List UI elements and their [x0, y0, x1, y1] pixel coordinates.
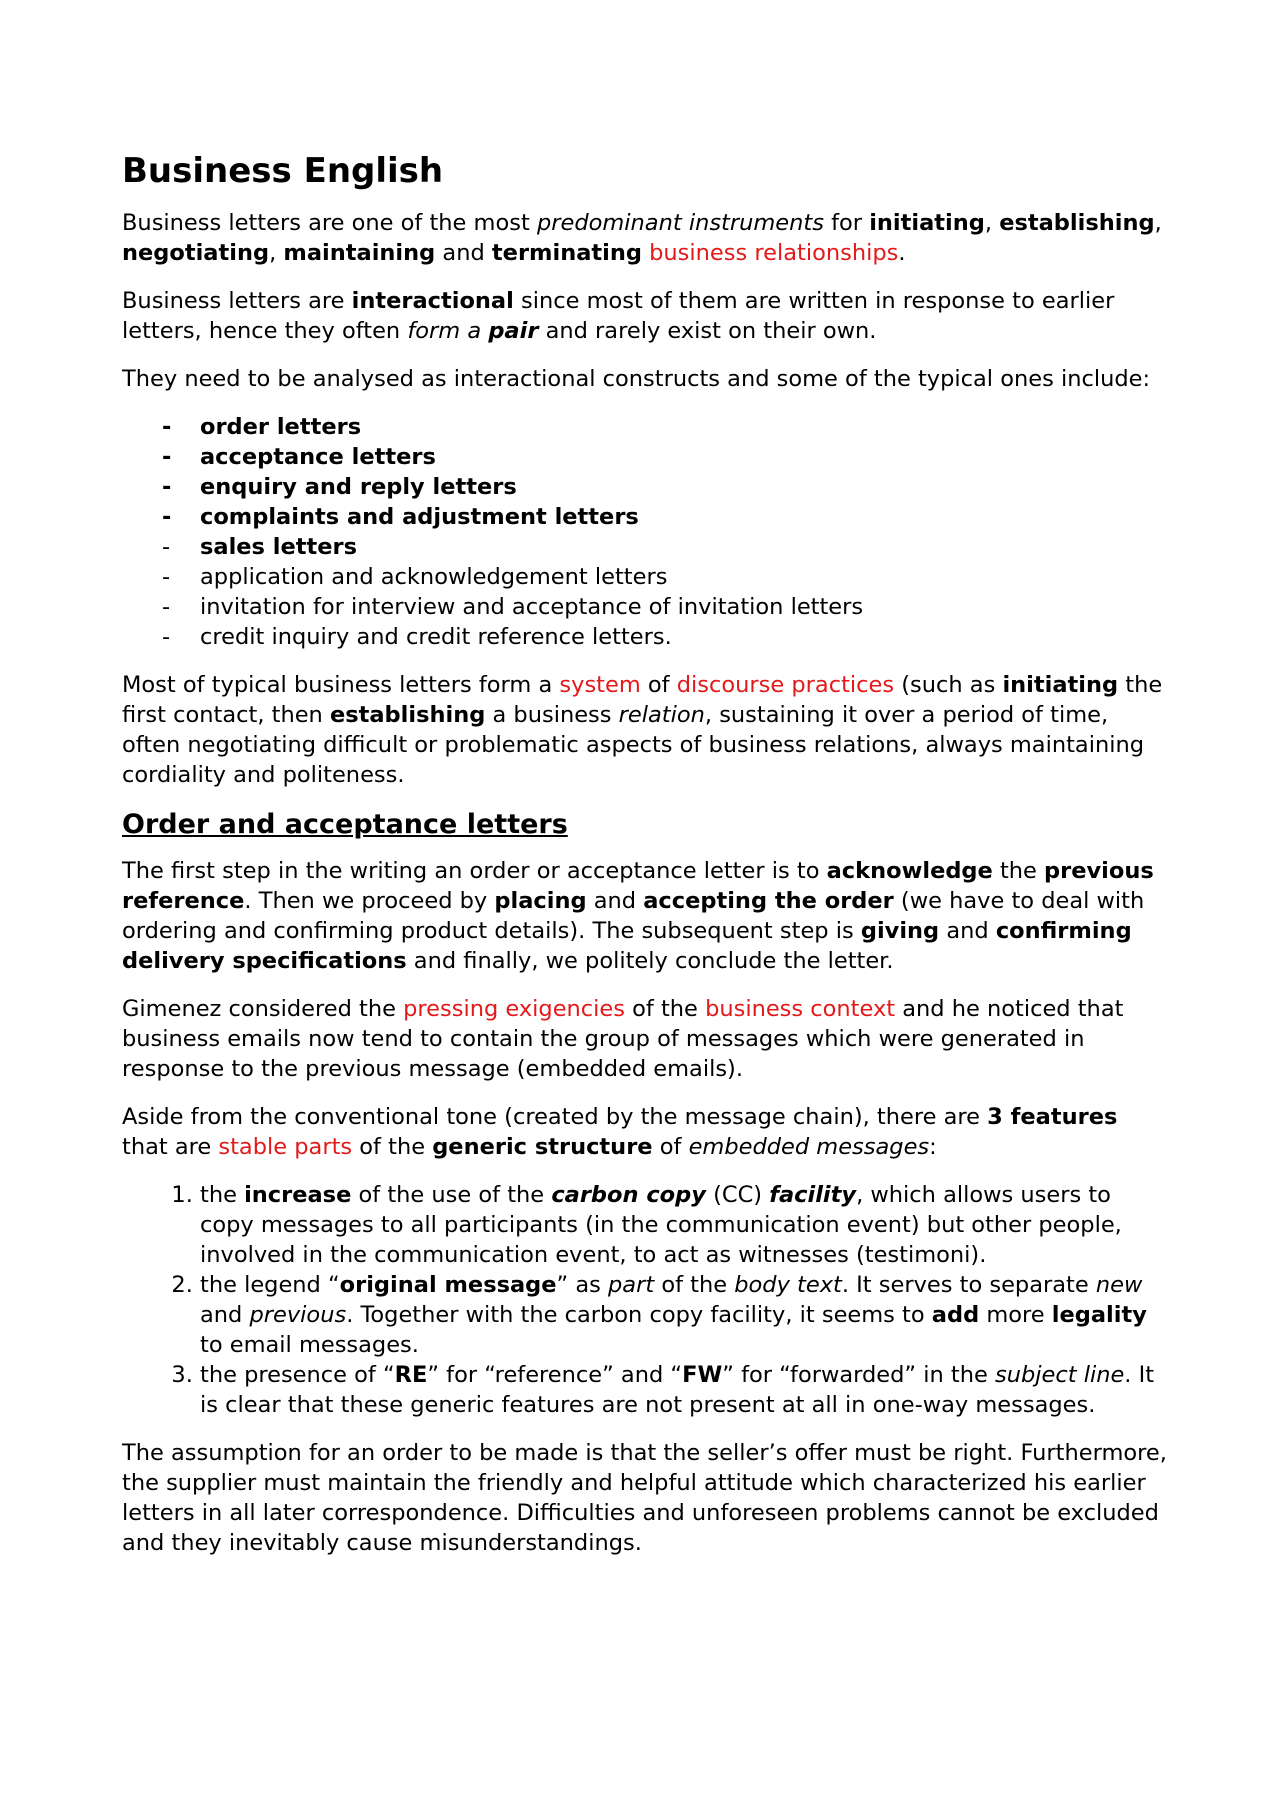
- text: and rarely exist on their own.: [538, 318, 877, 344]
- text: the: [992, 858, 1045, 884]
- text: Business letters are: [122, 288, 352, 314]
- text: (CC): [705, 1182, 770, 1208]
- text: a business: [485, 702, 619, 728]
- dash-bullet: -: [162, 624, 171, 650]
- list-item: [162, 562, 1170, 592]
- bold-text: maintaining: [283, 240, 436, 266]
- text: Most of typical business letters form a: [122, 672, 560, 698]
- text: the: [200, 1182, 245, 1208]
- italic-text: part: [608, 1272, 655, 1298]
- bold-text: 3 features: [987, 1104, 1118, 1130]
- dash-bullet: -: [162, 564, 171, 590]
- text: , which allows users to copy messages to all participants (in the communication event) but other people, involved in the communication event, to act as witnesses (testimoni).: [200, 1182, 1122, 1268]
- list-item: [200, 1360, 1170, 1420]
- dash-bullet: -: [162, 444, 172, 470]
- highlight-text: system: [559, 672, 641, 698]
- highlight-text: pressing exigencies: [403, 996, 625, 1022]
- text: , sustaining it over a period of time, often negotiating difficult or problematic aspects of business relations, always maintaining cordiality and politeness.: [122, 702, 1145, 788]
- text: of the: [624, 996, 706, 1022]
- list-item: [162, 442, 1170, 472]
- italic-text: subject line: [994, 1362, 1125, 1388]
- bold-text: giving: [860, 918, 940, 944]
- list-item: [162, 532, 1170, 562]
- text: of: [652, 1134, 689, 1160]
- highlight-text: stable parts: [218, 1134, 353, 1160]
- list-item-text: complaints and adjustment letters: [200, 504, 639, 530]
- italic-text: new: [1095, 1272, 1143, 1298]
- bold-text: placing: [494, 888, 587, 914]
- bold-text: negotiating: [122, 240, 270, 266]
- text: . Then we proceed by: [244, 888, 495, 914]
- italic-text: form a: [407, 318, 489, 344]
- paragraph-features: [122, 1102, 1170, 1162]
- text: and: [435, 240, 492, 266]
- text: of the: [654, 1272, 735, 1298]
- bold-italic-text: carbon copy: [551, 1182, 706, 1208]
- dash-bullet: -: [162, 414, 172, 440]
- text: ” for “forwarded” in the: [722, 1362, 995, 1388]
- text: that are: [122, 1134, 219, 1160]
- text: to email messages.: [200, 1332, 419, 1358]
- bold-text: generic structure: [432, 1134, 653, 1160]
- list-item: [162, 622, 1170, 652]
- section-heading: Order and acceptance letters: [122, 809, 568, 840]
- list-item-text: order letters: [200, 414, 362, 440]
- text: and: [939, 918, 996, 944]
- text: :: [929, 1134, 937, 1160]
- bold-text: establishing: [999, 210, 1155, 236]
- bold-italic-text: pair: [488, 318, 539, 344]
- bold-text: previous reference: [122, 858, 1154, 914]
- features-list: [122, 1180, 1170, 1420]
- highlight-text: discourse practices: [676, 672, 895, 698]
- text: .: [898, 240, 906, 266]
- page-title: Business English: [122, 151, 444, 191]
- highlight-text: business relationships: [649, 240, 899, 266]
- text: Business letters are one of the most: [122, 210, 537, 236]
- bold-text: interactional: [351, 288, 514, 314]
- text: ,: [984, 210, 1000, 236]
- text: and he noticed that business emails now tend to contain the group of messages which were generated in response to the previous message (embedded emails).: [122, 996, 1124, 1082]
- text: (such as: [894, 672, 1003, 698]
- bold-text: initiating: [869, 210, 985, 236]
- list-item-text: credit inquiry and credit reference letters.: [200, 624, 672, 650]
- text: ,: [1154, 210, 1162, 236]
- bold-text: establishing: [329, 702, 486, 728]
- dash-bullet: -: [162, 534, 171, 560]
- bold-text: legality: [1051, 1302, 1147, 1328]
- dash-bullet: -: [162, 594, 171, 620]
- paragraph-gimenez: [122, 994, 1170, 1084]
- italic-text: relation: [618, 702, 705, 728]
- paragraph-intro: [122, 208, 1170, 268]
- list-item-text: acceptance letters: [200, 444, 436, 470]
- list-item-text: invitation for interview and acceptance of invitation letters: [200, 594, 864, 620]
- list-item: [162, 592, 1170, 622]
- list-item: [162, 412, 1170, 442]
- text: of the use of the: [351, 1182, 552, 1208]
- list-item: [200, 1180, 1170, 1270]
- text: for: [823, 210, 870, 236]
- list-item: [162, 502, 1170, 532]
- text: . It serves to separate: [841, 1272, 1096, 1298]
- list-item-text: enquiry and reply letters: [200, 474, 517, 500]
- text: ” for “reference” and “: [427, 1362, 683, 1388]
- text: . It is clear that these generic features are not present at all in one-way messages.: [200, 1362, 1155, 1418]
- highlight-text: business context: [705, 996, 896, 1022]
- paragraph-discourse-practices: [122, 670, 1170, 790]
- text: the first contact, then: [122, 672, 1163, 728]
- text: (we have to deal with ordering and confirming product details). The subsequent step is: [122, 888, 1145, 944]
- list-item-text: sales letters: [200, 534, 358, 560]
- bold-text: terminating: [491, 240, 642, 266]
- italic-text: embedded messages: [688, 1134, 930, 1160]
- bold-text: increase: [244, 1182, 352, 1208]
- text: more: [979, 1302, 1052, 1328]
- text: Aside from the conventional tone (created by the message chain), there are: [122, 1104, 988, 1130]
- italic-text: previous: [249, 1302, 347, 1328]
- text: of the: [352, 1134, 433, 1160]
- bold-text: original message: [339, 1272, 557, 1298]
- dash-bullet: -: [162, 504, 172, 530]
- dash-bullet: -: [162, 474, 172, 500]
- italic-text: predominant instruments: [536, 210, 824, 236]
- text: Gimenez considered the: [122, 996, 404, 1022]
- bold-text: FW: [682, 1362, 723, 1388]
- text: since most of them are written in response to earlier letters, hence they often: [122, 288, 1115, 344]
- bold-italic-text: facility: [769, 1182, 857, 1208]
- bold-text: confirming delivery specifications: [122, 918, 1132, 974]
- bold-text: accepting the order: [643, 888, 894, 914]
- paragraph-interactional: [122, 286, 1170, 346]
- paragraph-first-step: [122, 856, 1170, 976]
- paragraph-typical-ones: They need to be analysed as interactional constructs and some of the typical ones include:: [122, 366, 1151, 392]
- text: of: [640, 672, 677, 698]
- text: . Together with the carbon copy facility, it seems to: [346, 1302, 932, 1328]
- paragraph-assumption: The assumption for an order to be made is that the seller’s offer must be right. Furthermore, the supplier must maintain the friendly and helpful attitude which characterized his earlier letters in all later correspondence. Difficulties and unforeseen problems cannot be excluded and they inevitably cause misunderstandings.: [122, 1440, 1167, 1556]
- text: and: [200, 1302, 250, 1328]
- bold-text: initiating: [1002, 672, 1119, 698]
- bold-text: RE: [394, 1362, 428, 1388]
- text: ,: [269, 240, 284, 266]
- list-item: [162, 472, 1170, 502]
- text: and: [586, 888, 644, 914]
- text: the legend “: [200, 1272, 340, 1298]
- letter-types-list: [122, 412, 1170, 652]
- list-item-text: application and acknowledgement letters: [200, 564, 668, 590]
- bold-text: add: [931, 1302, 980, 1328]
- list-item: [200, 1270, 1170, 1360]
- italic-text: body text: [734, 1272, 842, 1298]
- text: the presence of “: [200, 1362, 395, 1388]
- text: ” as: [556, 1272, 609, 1298]
- text: and finally, we politely conclude the letter.: [406, 948, 894, 974]
- text: The first step in the writing an order or acceptance letter is to: [122, 858, 827, 884]
- bold-text: acknowledge: [826, 858, 993, 884]
